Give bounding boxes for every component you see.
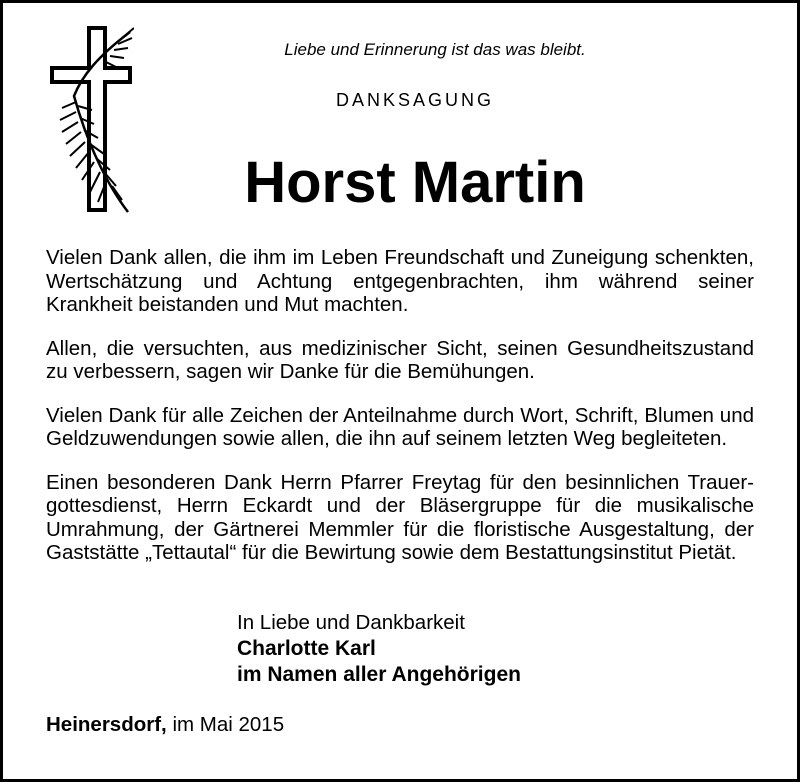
heading: DANKSAGUNG <box>335 90 495 110</box>
cross-with-palm-icon <box>48 26 134 216</box>
paragraph: Einen besonderen Dank Herrn Pfarrer Freytag für den besinnlichen Trauergottesdienst, Herrn Eckardt und der Bläsergruppe für die musikalische Umrahmung, der Gärtnerei Memmler für die floristische Ausgestaltung, der Gaststätte „Tettautal“ für die Bewirtung sowie dem Bestattungsinstitut Pietät. <box>46 470 754 564</box>
signature-block <box>237 610 737 688</box>
date: im Mai 2015 <box>172 713 285 736</box>
signer-name: Charlotte Karl <box>237 637 376 660</box>
place-date <box>46 713 284 737</box>
motto: Liebe und Erinnerung ist das was bleibt. <box>284 40 586 59</box>
deceased-name: Horst Martin <box>244 150 586 215</box>
paragraph: Allen, die versuchten, aus medizinischer Sicht, seinen Gesundheitszustand zu verbessern, sagen wir Danke für die Bemühungen. <box>46 336 754 383</box>
signer-relation: im Namen aller Angehörigen <box>237 663 521 686</box>
body-text <box>46 246 754 585</box>
closing-line: In Liebe und Dankbarkeit <box>237 611 465 634</box>
paragraph: Vielen Dank allen, die ihm im Leben Freundschaft und Zuneigung schenkten, Wertschätzung und Achtung entgegenbrachten, ihm während seiner Krankheit beistanden und Mut machten. <box>46 246 754 316</box>
paragraph: Vielen Dank für alle Zeichen der Anteilnahme durch Wort, Schrift, Blumen und Geldzuwendungen sowie allen, die ihn auf seinem letzten Weg begleiteten. <box>46 403 754 450</box>
place: Heinersdorf, <box>46 713 167 736</box>
